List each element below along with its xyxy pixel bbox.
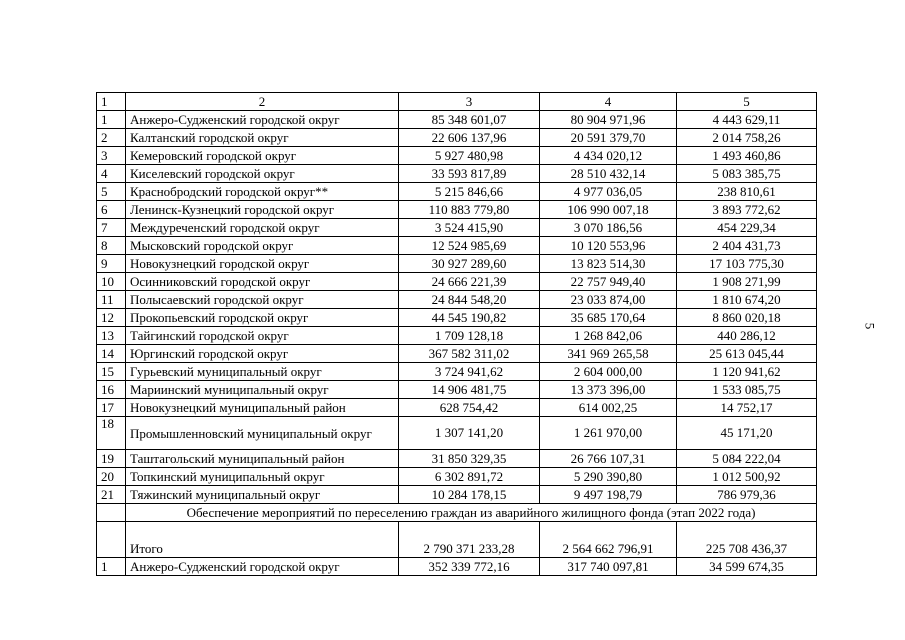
row-number: 17 xyxy=(97,399,126,417)
table-row xyxy=(97,381,817,399)
header-col-2: 2 xyxy=(126,93,399,111)
row-name: Новокузнецкий муниципальный район xyxy=(126,399,399,417)
row-name: Осинниковский городской округ xyxy=(126,273,399,291)
table-row xyxy=(97,558,817,576)
row-col-5: 238 810,61 xyxy=(677,183,817,201)
header-col-5: 5 xyxy=(677,93,817,111)
total-col-4: 2 564 662 796,91 xyxy=(540,522,677,558)
table-row xyxy=(97,147,817,165)
row-col-5: 45 171,20 xyxy=(677,417,817,450)
row-name: Тяжинский муниципальный округ xyxy=(126,486,399,504)
table-row xyxy=(97,468,817,486)
row-col-5: 3 893 772,62 xyxy=(677,201,817,219)
row-col-5: 2 404 431,73 xyxy=(677,237,817,255)
row-number: 15 xyxy=(97,363,126,381)
row-col-5: 1 012 500,92 xyxy=(677,468,817,486)
row-col-4: 1 268 842,06 xyxy=(540,327,677,345)
row-col-4: 80 904 971,96 xyxy=(540,111,677,129)
row-name: Анжеро-Судженский городской округ xyxy=(126,111,399,129)
section-row xyxy=(97,504,817,522)
row-col-3: 10 284 178,15 xyxy=(399,486,540,504)
row-col-5: 17 103 775,30 xyxy=(677,255,817,273)
row-name: Кемеровский городской округ xyxy=(126,147,399,165)
table-row xyxy=(97,129,817,147)
row-col-4: 3 070 186,56 xyxy=(540,219,677,237)
row-number: 5 xyxy=(97,183,126,201)
row-col-3: 30 927 289,60 xyxy=(399,255,540,273)
row-col-4: 341 969 265,58 xyxy=(540,345,677,363)
section-cell-empty xyxy=(97,504,126,522)
row-col-4: 20 591 379,70 xyxy=(540,129,677,147)
row-col-3: 5 927 480,98 xyxy=(399,147,540,165)
table-row xyxy=(97,201,817,219)
row-name: Междуреченский городской округ xyxy=(126,219,399,237)
total-col-3: 2 790 371 233,28 xyxy=(399,522,540,558)
table-row xyxy=(97,486,817,504)
row-col-5: 1 493 460,86 xyxy=(677,147,817,165)
row-number: 8 xyxy=(97,237,126,255)
row-name: Полысаевский городской округ xyxy=(126,291,399,309)
row-number: 7 xyxy=(97,219,126,237)
table-row xyxy=(97,255,817,273)
table-row xyxy=(97,327,817,345)
row-number: 9 xyxy=(97,255,126,273)
header-col-4: 4 xyxy=(540,93,677,111)
row-col-5: 8 860 020,18 xyxy=(677,309,817,327)
row-name: Промышленновский муниципальный округ xyxy=(126,417,399,450)
row-col-4: 4 434 020,12 xyxy=(540,147,677,165)
row-number: 14 xyxy=(97,345,126,363)
row-number: 4 xyxy=(97,165,126,183)
row-col-5: 14 752,17 xyxy=(677,399,817,417)
row-col-3: 44 545 190,82 xyxy=(399,309,540,327)
row-col-4: 4 977 036,05 xyxy=(540,183,677,201)
row-col-3: 367 582 311,02 xyxy=(399,345,540,363)
row-col-3: 110 883 779,80 xyxy=(399,201,540,219)
row-col-3: 5 215 846,66 xyxy=(399,183,540,201)
row-col-4: 23 033 874,00 xyxy=(540,291,677,309)
row-col-5: 454 229,34 xyxy=(677,219,817,237)
row-number: 3 xyxy=(97,147,126,165)
table-row xyxy=(97,345,817,363)
section-title: Обеспечение мероприятий по переселению граждан из аварийного жилищного фонда (этап 2022 года) xyxy=(126,504,817,522)
row-number: 12 xyxy=(97,309,126,327)
data-table xyxy=(96,92,817,576)
row-col-5: 1 810 674,20 xyxy=(677,291,817,309)
row-col-3: 24 844 548,20 xyxy=(399,291,540,309)
row-col-5: 1 908 271,99 xyxy=(677,273,817,291)
row-name: Мариинский муниципальный округ xyxy=(126,381,399,399)
row-col-3: 12 524 985,69 xyxy=(399,237,540,255)
table-row xyxy=(97,399,817,417)
row-name: Калтанский городской округ xyxy=(126,129,399,147)
row-name: Мысковский городской округ xyxy=(126,237,399,255)
row-col-5: 5 084 222,04 xyxy=(677,450,817,468)
row-number: 20 xyxy=(97,468,126,486)
table-row xyxy=(97,363,817,381)
row-name: Анжеро-Судженский городской округ xyxy=(126,558,399,576)
row-col-4: 26 766 107,31 xyxy=(540,450,677,468)
table-row xyxy=(97,291,817,309)
table-header xyxy=(97,93,817,111)
row-col-3: 22 606 137,96 xyxy=(399,129,540,147)
row-number: 11 xyxy=(97,291,126,309)
total-col-5: 225 708 436,37 xyxy=(677,522,817,558)
header-col-3: 3 xyxy=(399,93,540,111)
row-col-3: 1 709 128,18 xyxy=(399,327,540,345)
row-col-3: 628 754,42 xyxy=(399,399,540,417)
row-number: 6 xyxy=(97,201,126,219)
table-row xyxy=(97,111,817,129)
table-tail xyxy=(97,504,817,576)
row-number: 10 xyxy=(97,273,126,291)
table-row xyxy=(97,237,817,255)
row-number: 16 xyxy=(97,381,126,399)
row-col-5: 25 613 045,44 xyxy=(677,345,817,363)
row-col-4: 28 510 432,14 xyxy=(540,165,677,183)
row-col-5: 5 083 385,75 xyxy=(677,165,817,183)
header-col-1: 1 xyxy=(97,93,126,111)
row-col-4: 2 604 000,00 xyxy=(540,363,677,381)
row-col-4: 9 497 198,79 xyxy=(540,486,677,504)
row-col-4: 10 120 553,96 xyxy=(540,237,677,255)
row-col-5: 440 286,12 xyxy=(677,327,817,345)
table-row xyxy=(97,450,817,468)
table-row xyxy=(97,183,817,201)
row-name: Тайгинский городской округ xyxy=(126,327,399,345)
row-col-4: 13 373 396,00 xyxy=(540,381,677,399)
row-col-5: 1 120 941,62 xyxy=(677,363,817,381)
table-body xyxy=(97,111,817,504)
row-col-3: 14 906 481,75 xyxy=(399,381,540,399)
row-col-3: 85 348 601,07 xyxy=(399,111,540,129)
row-name: Топкинский муниципальный округ xyxy=(126,468,399,486)
table-row xyxy=(97,309,817,327)
row-name: Новокузнецкий городской округ xyxy=(126,255,399,273)
row-col-3: 6 302 891,72 xyxy=(399,468,540,486)
row-col-5: 2 014 758,26 xyxy=(677,129,817,147)
row-col-4: 35 685 170,64 xyxy=(540,309,677,327)
row-col-3: 33 593 817,89 xyxy=(399,165,540,183)
row-col-3: 1 307 141,20 xyxy=(399,417,540,450)
row-col-4: 13 823 514,30 xyxy=(540,255,677,273)
table-row xyxy=(97,165,817,183)
table-row xyxy=(97,417,817,450)
row-number: 2 xyxy=(97,129,126,147)
row-number: 19 xyxy=(97,450,126,468)
header-row xyxy=(97,93,817,111)
table-row xyxy=(97,219,817,237)
row-col-3: 24 666 221,39 xyxy=(399,273,540,291)
row-col-5: 34 599 674,35 xyxy=(677,558,817,576)
row-number: 21 xyxy=(97,486,126,504)
row-name: Юргинский городской округ xyxy=(126,345,399,363)
row-name: Краснобродский городской округ** xyxy=(126,183,399,201)
row-number: 1 xyxy=(97,558,126,576)
row-col-5: 1 533 085,75 xyxy=(677,381,817,399)
row-col-3: 3 524 415,90 xyxy=(399,219,540,237)
total-label: Итого xyxy=(126,522,399,558)
row-col-3: 31 850 329,35 xyxy=(399,450,540,468)
total-num-cell xyxy=(97,522,126,558)
total-row xyxy=(97,522,817,558)
table-row xyxy=(97,273,817,291)
row-number: 18 xyxy=(97,417,126,450)
row-name: Гурьевский муниципальный округ xyxy=(126,363,399,381)
row-name: Таштагольский муниципальный район xyxy=(126,450,399,468)
page-number: 5 xyxy=(862,322,878,330)
row-name: Прокопьевский городской округ xyxy=(126,309,399,327)
row-col-4: 317 740 097,81 xyxy=(540,558,677,576)
row-number: 13 xyxy=(97,327,126,345)
row-col-3: 3 724 941,62 xyxy=(399,363,540,381)
row-name: Киселевский городской округ xyxy=(126,165,399,183)
row-name: Ленинск-Кузнецкий городской округ xyxy=(126,201,399,219)
row-col-4: 22 757 949,40 xyxy=(540,273,677,291)
row-col-4: 106 990 007,18 xyxy=(540,201,677,219)
row-col-5: 4 443 629,11 xyxy=(677,111,817,129)
row-col-4: 5 290 390,80 xyxy=(540,468,677,486)
row-col-4: 1 261 970,00 xyxy=(540,417,677,450)
row-col-3: 352 339 772,16 xyxy=(399,558,540,576)
row-number: 1 xyxy=(97,111,126,129)
row-col-5: 786 979,36 xyxy=(677,486,817,504)
row-col-4: 614 002,25 xyxy=(540,399,677,417)
